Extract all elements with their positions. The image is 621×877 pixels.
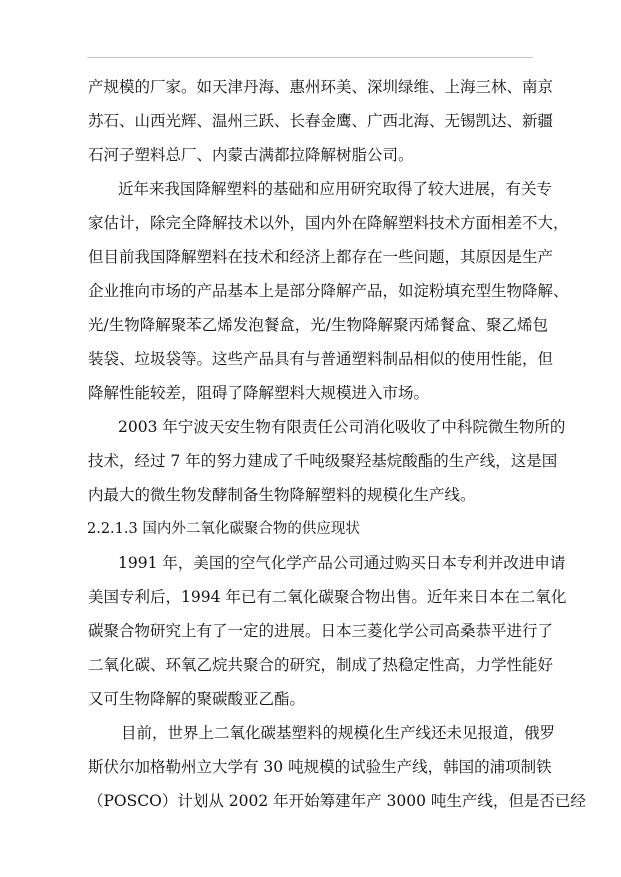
text-line: 碳聚合物研究上有了一定的进展。日本三菱化学公司高桑恭平进行了 — [88, 622, 554, 640]
text-line: 技术，经过 7 年的努力建成了千吨级聚羟基烷酸酯的生产线，这是国 — [88, 452, 558, 470]
text-line: 1991 年，美国的空气化学产品公司通过购买日本专利并改进申请 — [118, 554, 566, 572]
text-line: 光/生物降解聚苯乙烯发泡餐盒，光/生物降解聚丙烯餐盒、聚乙烯包 — [88, 316, 548, 334]
text-line: 内最大的微生物发酵制备生物降解塑料的规模化生产线。 — [88, 486, 476, 504]
body-text — [87, 70, 586, 818]
text-line: 美国专利后，1994 年已有二氧化碳聚合物出售。近年来日本在二氧化 — [88, 588, 567, 606]
text-line: 又可生物降解的聚碳酸亚乙酯。 — [88, 690, 306, 708]
text-line: 降解性能较差，阻碍了降解塑料大规模进入市场。 — [88, 384, 430, 402]
text-line: 苏石、山西光辉、温州三跃、长春金鹰、广西北海、无锡凯达、新疆 — [88, 112, 554, 130]
text-line: 近年来我国降解塑料的基础和应用研究取得了较大进展，有关专 — [118, 180, 553, 198]
header-rule — [87, 57, 533, 58]
text-line: 企业推向市场的产品基本上是部分降解产品，如淀粉填充型生物降解、 — [88, 282, 569, 300]
text-line: 产规模的厂家。如天津丹海、惠州环美、深圳绿维、上海三林、南京 — [88, 78, 554, 96]
text-line: （POSCO）计划从 2002 年开始筹建年产 3000 吨生产线，但是否已经 — [88, 792, 586, 810]
text-line: 斯伏尔加格勒州立大学有 30 吨规模的试验生产线，韩国的浦项制铁 — [88, 758, 552, 776]
text-line: 家估计，除完全降解技术以外，国内外在降解塑料技术方面相差不大， — [88, 214, 569, 232]
text-line: 2003 年宁波天安生物有限责任公司消化吸收了中科院微生物所的 — [118, 418, 566, 436]
section-heading: 2.2.1.3 国内外二氧化碳聚合物的供应现状 — [87, 521, 360, 537]
text-line: 石河子塑料总厂、内蒙古满都拉降解树脂公司。 — [88, 146, 414, 164]
text-line: 装袋、垃圾袋等。这些产品具有与普通塑料制品相似的使用性能，但 — [88, 350, 554, 368]
text-line: 目前，世界上二氧化碳基塑料的规模化生产线还未见报道，俄罗 — [121, 724, 556, 742]
text-line: 但目前我国降解塑料在技术和经济上都存在一些问题，其原因是生产 — [88, 248, 554, 266]
text-line: 二氧化碳、环氧乙烷共聚合的研究，制成了热稳定性高，力学性能好 — [88, 656, 554, 674]
